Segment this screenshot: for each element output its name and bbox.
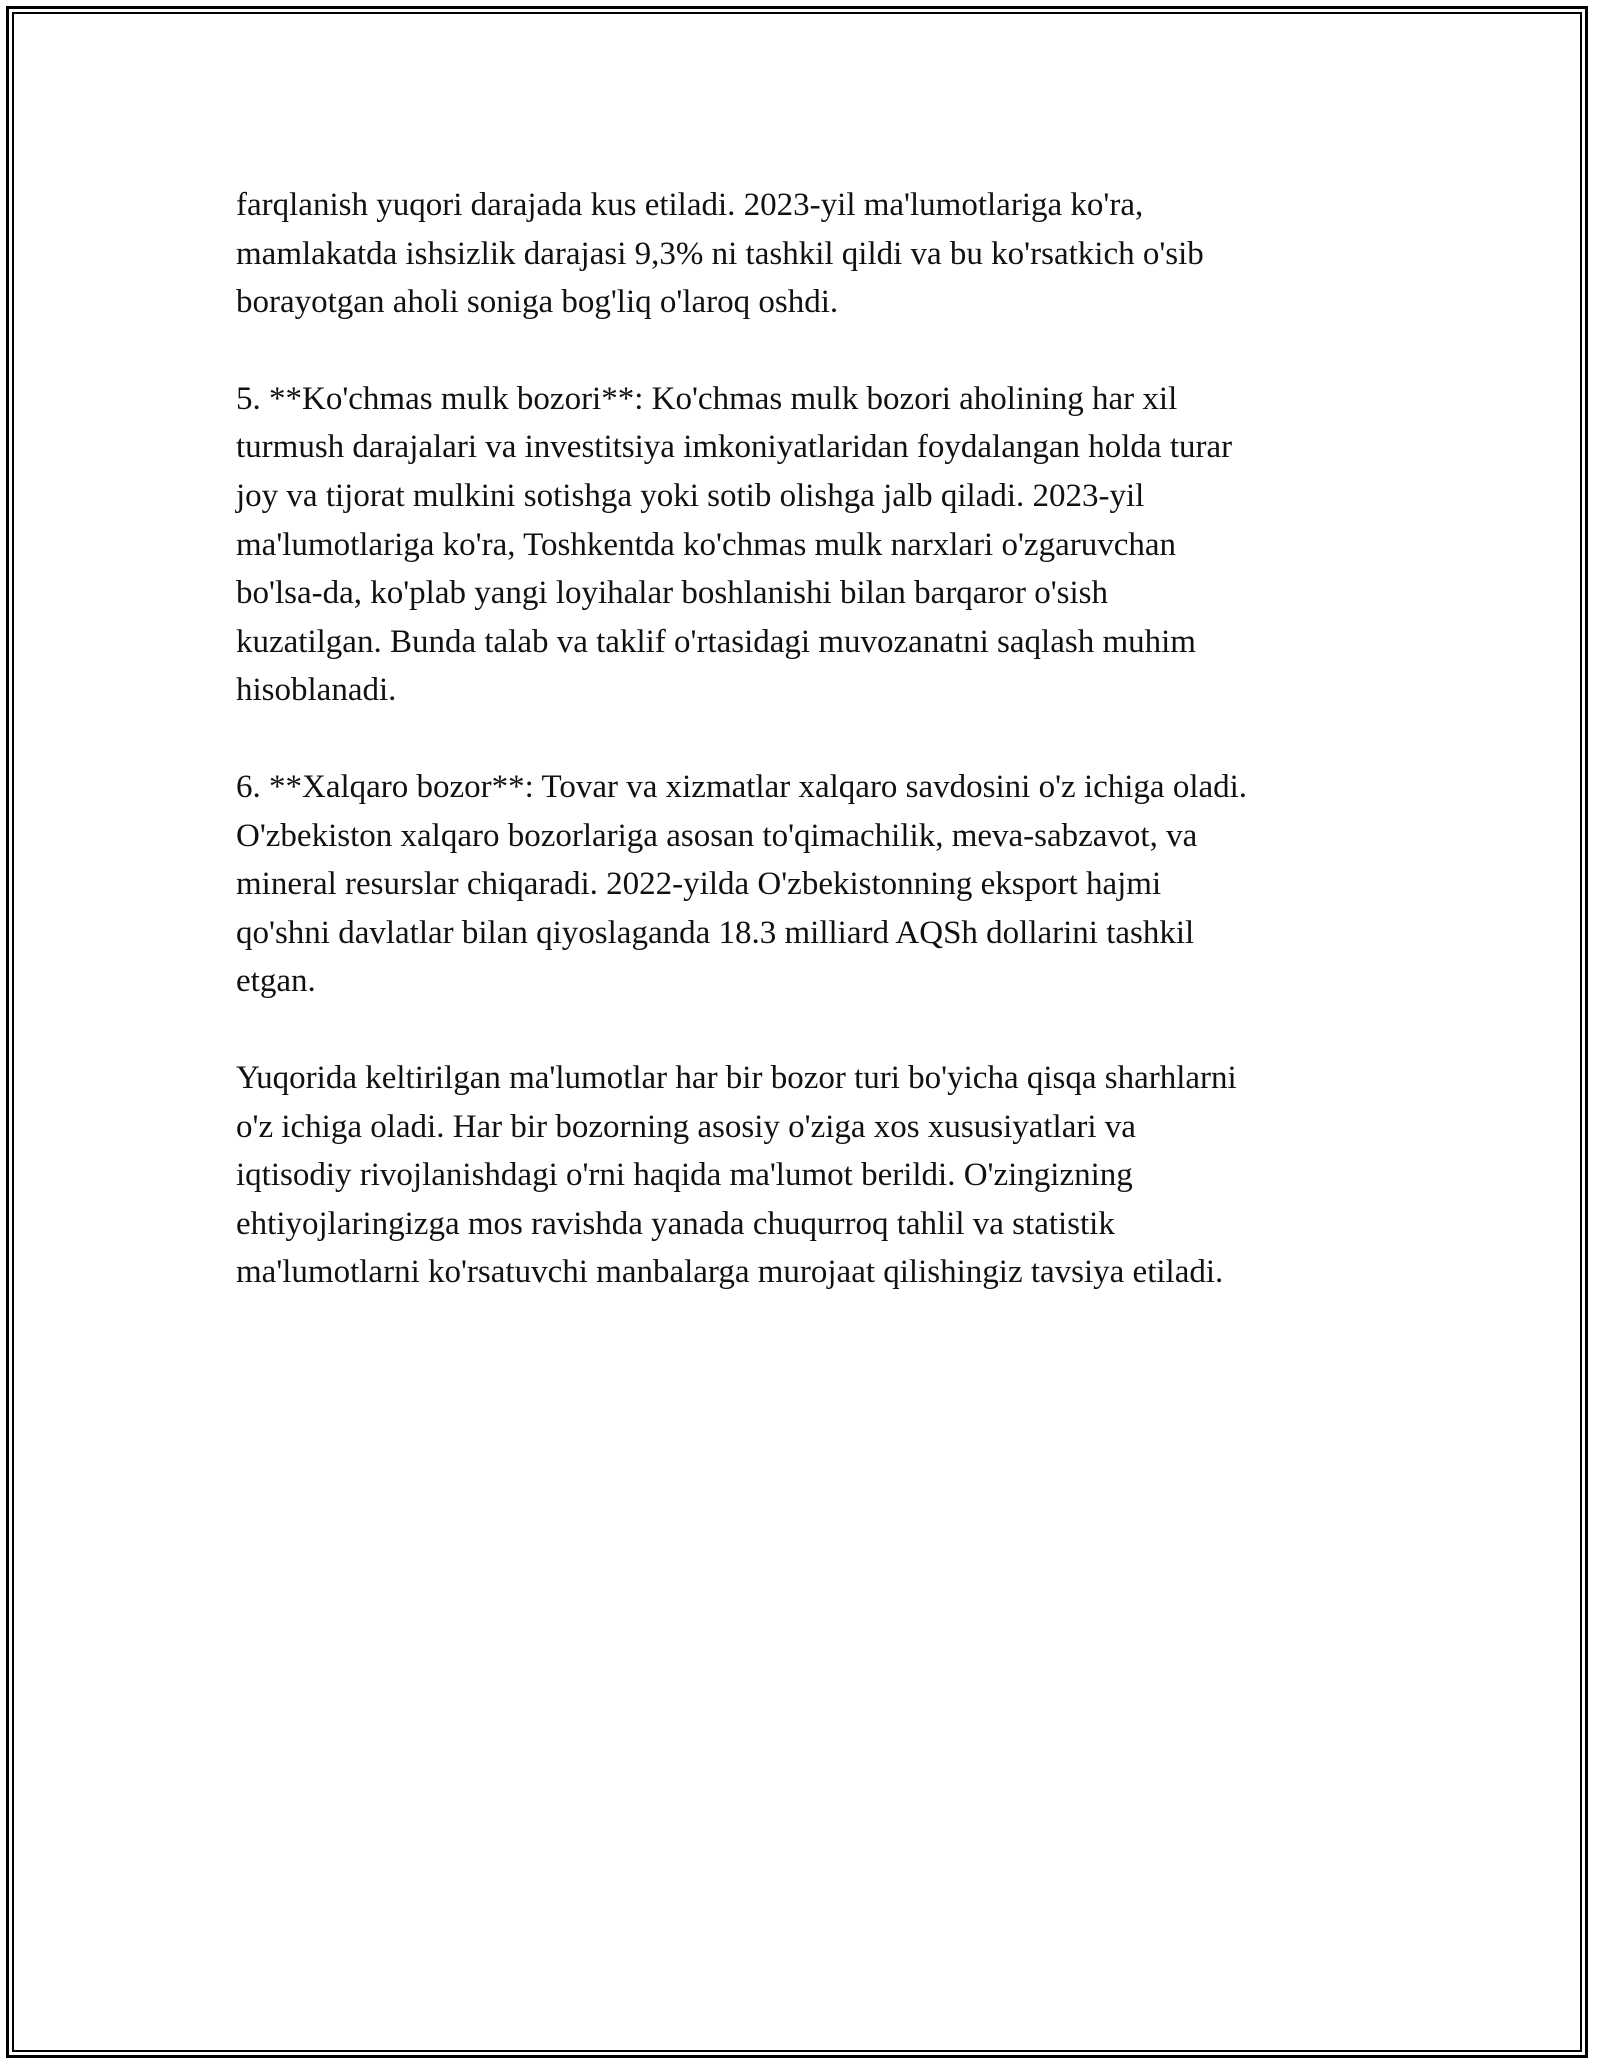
paragraph-conclusion: Yuqorida keltirilgan ma'lumotlar har bir bozor turi bo'yicha qisqa sharhlarni o'z ichiga oladi. Har bir bozorning asosiy o'ziga xos xususiyatlari va iqtisodiy rivojlanishdagi o'rni haqida ma'lumot berildi. O'zingizning ehtiyojlaringizga mos ravishda yanada chuqurroq tahlil va statistik ma'lumotlarni ko'rsatuvchi manbalarga murojaat qilishingiz tavsiya etiladi. bbox=[236, 1059, 1237, 1291]
paragraph-unemployment: farqlanish yuqori darajada kus etiladi. 2023-yil ma'lumotlariga ko'ra, mamlakatda ishsizlik darajasi 9,3% ni tashkil qildi va bu ko'rsatkich o'sib borayotgan aholi soniga bog'liq o'laroq oshdi. bbox=[236, 187, 1204, 321]
paragraph-real-estate-market: 5. **Ko'chmas mulk bozori**: Ko'chmas mulk bozori aholining har xil turmush darajalari va investitsiya imkoniyatlaridan foydalangan holda turar joy va tijorat mulkini sotishga yoki sotib olishga jalb qiladi. 2023-yil ma'lumotlariga ko'ra, Toshkentda ko'chmas mulk narxlari o'zgaruvchan bo'lsa-da, ko'plab yangi loyihalar boshlanishi bilan barqaror o'sish kuzatilgan. Bunda talab va taklif o'rtasidagi muvozanatni saqlash muhim hisoblanadi. bbox=[236, 380, 1233, 709]
document-body bbox=[236, 181, 1376, 1345]
paragraph-international-market: 6. **Xalqaro bozor**: Tovar va xizmatlar xalqaro savdosini o'z ichiga oladi. O'zbekiston xalqaro bozorlariga asosan to'qimachilik, meva-sabzavot, va mineral resurslar chiqaradi. 2022-yilda O'zbekistonning eksport hajmi qo'shni davlatlar bilan qiyoslaganda 18.3 milliard AQSh dollarini tashkil etgan. bbox=[236, 768, 1248, 1000]
